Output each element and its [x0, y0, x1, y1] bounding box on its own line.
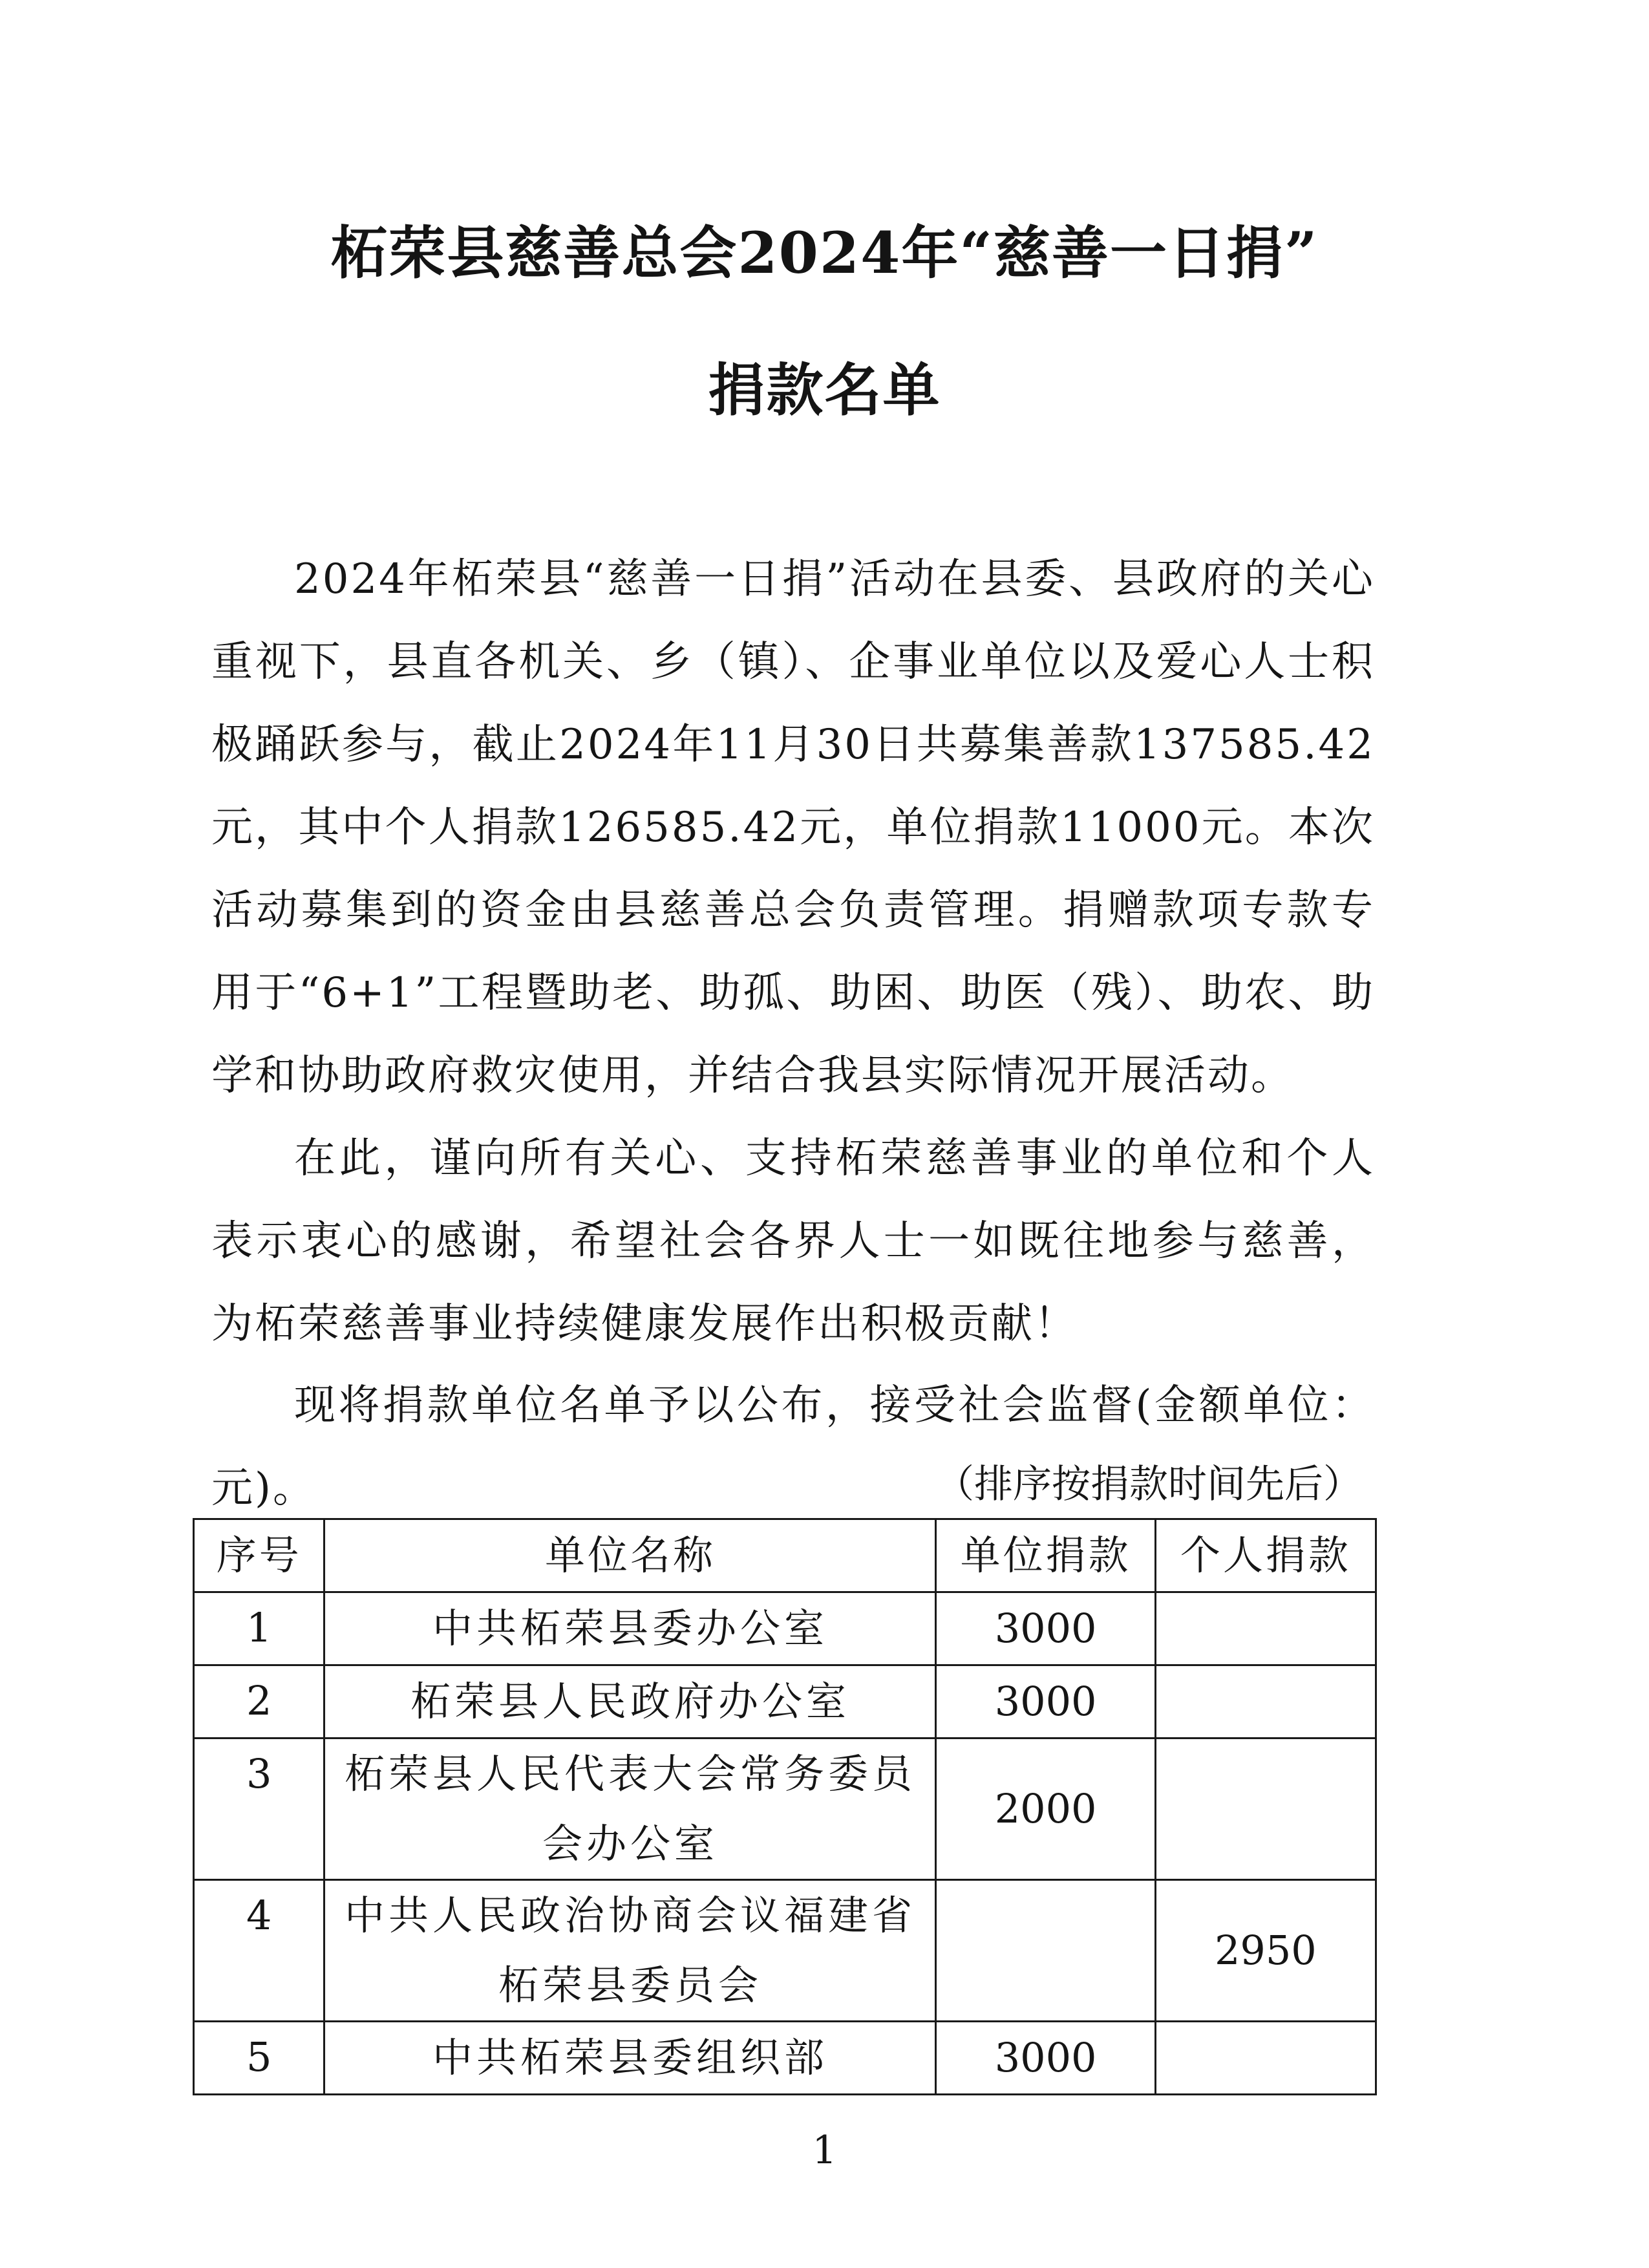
row-index: 3: [194, 1738, 324, 1880]
document-title-line1: 柘荣县慈善总会2024年“慈善一日捐”: [330, 219, 1319, 286]
row-unit-donation: 3000: [936, 2022, 1155, 2095]
table-row: [194, 1665, 1376, 1738]
row-personal-donation: [1155, 1665, 1376, 1738]
row-unit-name: 柘荣县人民代表大会常务委员会办公室: [324, 1738, 936, 1880]
row-unit-donation: 3000: [936, 1665, 1155, 1738]
row-index: 2: [194, 1665, 324, 1738]
table-row: [194, 1880, 1376, 2022]
row-index: 4: [194, 1880, 324, 2022]
table-row: [194, 2022, 1376, 2095]
row-personal-donation: 2950: [1155, 1880, 1376, 2022]
row-unit-donation: 3000: [936, 1592, 1155, 1665]
row-unit-name: 中共人民政治协商会议福建省柘荣县委员会: [324, 1880, 936, 2022]
row-personal-donation: [1155, 1738, 1376, 1880]
header-unit-name: 单位名称: [324, 1519, 936, 1592]
row-personal-donation: [1155, 1592, 1376, 1665]
row-personal-donation: [1155, 2022, 1376, 2095]
header-unit-donation: 单位捐款: [936, 1519, 1155, 1592]
table-header-row: [194, 1519, 1376, 1592]
paragraph-announcement: 现将捐款单位名单予以公布，接受社会监督(金额单位：元)。: [211, 1382, 1375, 1512]
sort-note: （排序按捐款时间先后）: [935, 1462, 1362, 1507]
row-index: 5: [194, 2022, 324, 2095]
document-title-line2: 捐款名单: [708, 356, 941, 423]
header-index: 序号: [194, 1519, 324, 1592]
header-personal-donation: 个人捐款: [1155, 1519, 1376, 1592]
row-index: 1: [194, 1592, 324, 1665]
row-unit-name: 中共柘荣县委组织部: [324, 2022, 936, 2095]
paragraph-thanks: 在此，谨向所有关心、支持柘荣慈善事业的单位和个人表示衷心的感谢，希望社会各界人士一如既往地参与慈善，为柘荣慈善事业持续健康发展作出积极贡献！: [211, 1135, 1375, 1348]
row-unit-donation: 2000: [936, 1738, 1155, 1880]
table-row: [194, 1738, 1376, 1880]
table-row: [194, 1592, 1376, 1665]
page-number: 1: [812, 2128, 837, 2173]
donor-table: [193, 1518, 1377, 2095]
row-unit-name: 柘荣县人民政府办公室: [324, 1665, 936, 1738]
row-unit-name: 中共柘荣县委办公室: [324, 1592, 936, 1665]
row-unit-donation: [936, 1880, 1155, 2022]
paragraph-summary: 2024年柘荣县“慈善一日捐”活动在县委、县政府的关心重视下，县直各机关、乡（镇）、企事业单位以及爱心人士积极踊跃参与，截止2024年11月30日共募集善款137585.42元，其中个人捐款126585.42元，单位捐款11000元。本次活动募集到的资金由县慈善总会负责管理。捐赠款项专款专用于“6+1”工程暨助老、助孤、助困、助医（残）、助农、助学和协助政府救灾使用，并结合我县实际情况开展活动。: [211, 555, 1375, 1100]
